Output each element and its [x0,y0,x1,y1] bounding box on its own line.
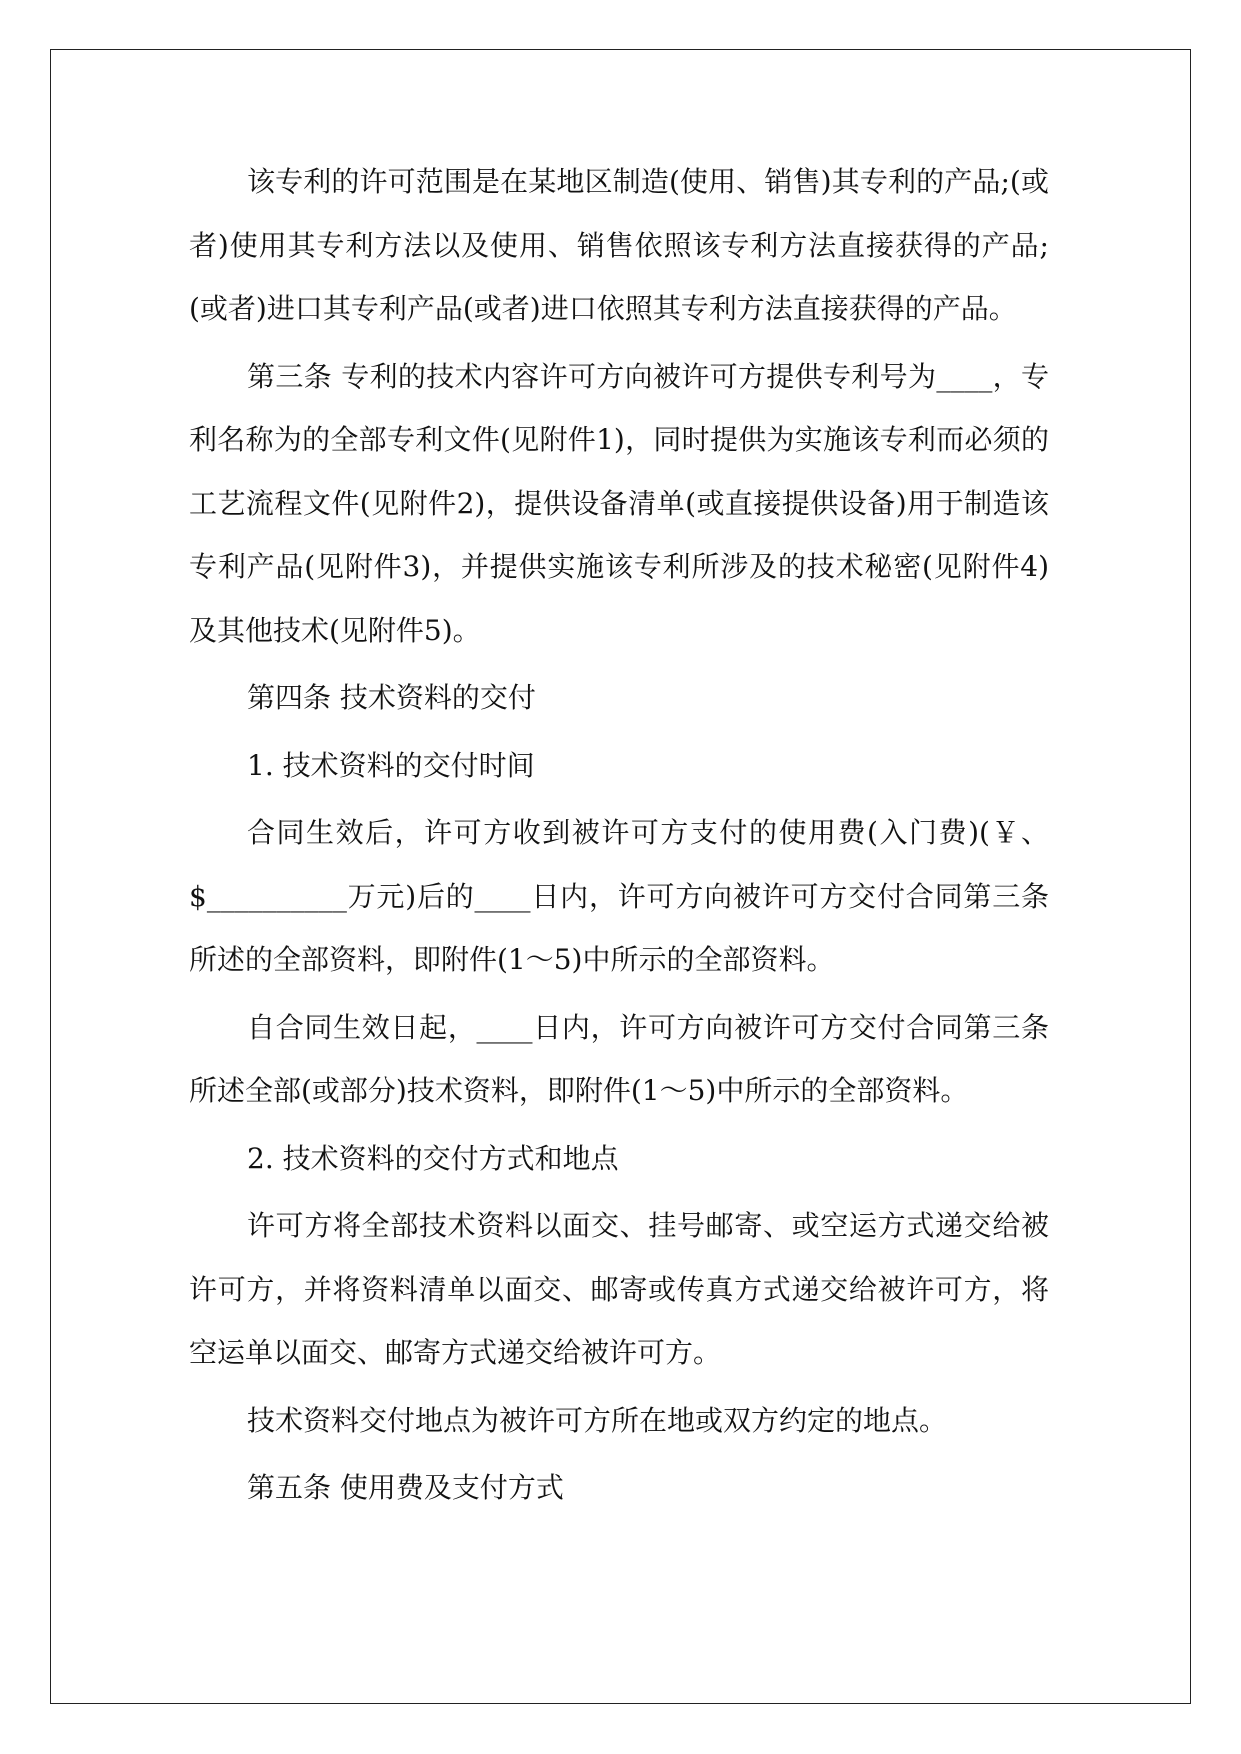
heading-article-5: 第五条 使用费及支付方式 [247,1471,564,1504]
paragraph-article-3: 第三条 专利的技术内容许可方向被许可方提供专利号为____，专利名称为的全部专利文件(见附件1)，同时提供为实施该专利而必须的工艺流程文件(见附件2)，提供设备清单(或直接提供设备)用于制造该专利产品(见附件3)，并提供实施该专利所涉及的技术秘密(见附件4)及其他技术(见附件5)。 [189,359,1049,647]
subheading-delivery-time: 1. 技术资料的交付时间 [247,748,535,782]
paragraph-license-scope: 该专利的许可范围是在某地区制造(使用、销售)其专利的产品;(或者)使用其专利方法以及使用、销售依照该专利方法直接获得的产品;(或者)进口其专利产品(或者)进口依照其专利方法直接获得的产品。 [189,165,1049,325]
paragraph-delivery-place: 技术资料交付地点为被许可方所在地或双方约定的地点。 [247,1403,948,1437]
paragraph-delivery-after-payment: 合同生效后，许可方收到被许可方支付的使用费(入门费)(￥、$__________万元)后的____日内，许可方向被许可方交付合同第三条所述的全部资料，即附件(1～5)中所示的全部资料。 [189,816,1049,976]
heading-article-4: 第四条 技术资料的交付 [247,681,536,714]
paragraph-delivery-method: 许可方将全部技术资料以面交、挂号邮寄、或空运方式递交给被许可方，并将资料清单以面交、邮寄或传真方式递交给被许可方，将空运单以面交、邮寄方式递交给被许可方。 [189,1209,1049,1369]
paragraph-delivery-from-effective-date: 自合同生效日起，____日内，许可方向被许可方交付合同第三条所述全部(或部分)技术资料，即附件(1～5)中所示的全部资料。 [189,1010,1049,1107]
subheading-delivery-method: 2. 技术资料的交付方式和地点 [247,1141,619,1175]
document-body [189,150,1049,1524]
